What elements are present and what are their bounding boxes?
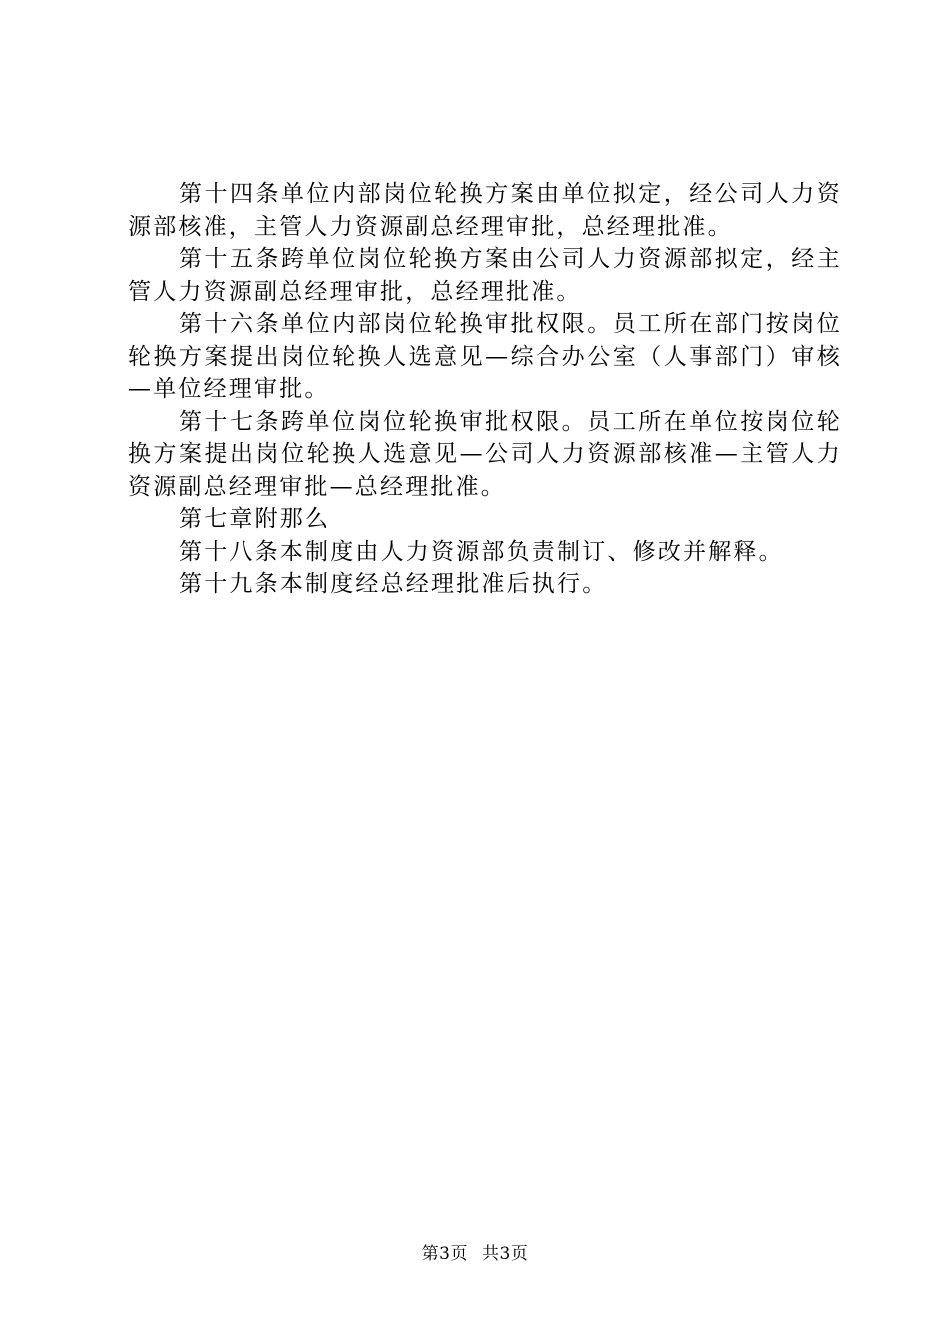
- paragraph-article-14: 第十四条单位内部岗位轮换方案由单位拟定，经公司人力资源部核准，主管人力资源副总经理审批，总经理批准。: [128, 181, 842, 240]
- paragraph-article-15: 第十五条跨单位岗位轮换方案由公司人力资源部拟定，经主管人力资源副总经理审批，总经理批准。: [128, 246, 842, 305]
- paragraph-article-19: 第十九条本制度经总经理批准后执行。: [179, 571, 608, 597]
- page-footer: [0, 1243, 950, 1265]
- chapter-heading: 第七章附那么: [179, 506, 331, 532]
- paragraph-article-16: 第十六条单位内部岗位轮换审批权限。员工所在部门按岗位轮换方案提出岗位轮换人选意见—综合办公室（人事部门）审核—单位经理审批。: [128, 311, 842, 402]
- page-total: 共3页: [482, 1244, 529, 1264]
- paragraph-article-18: 第十八条本制度由人力资源部负责制订、修改并解释。: [179, 538, 784, 565]
- document-body: [128, 178, 842, 601]
- page-number: 第3页: [421, 1244, 468, 1264]
- paragraph-article-17: 第十七条跨单位岗位轮换审批权限。员工所在单位按岗位轮换方案提出岗位轮换人选意见—公司人力资源部核准—主管人力资源副总经理审批—总经理批准。: [128, 408, 842, 500]
